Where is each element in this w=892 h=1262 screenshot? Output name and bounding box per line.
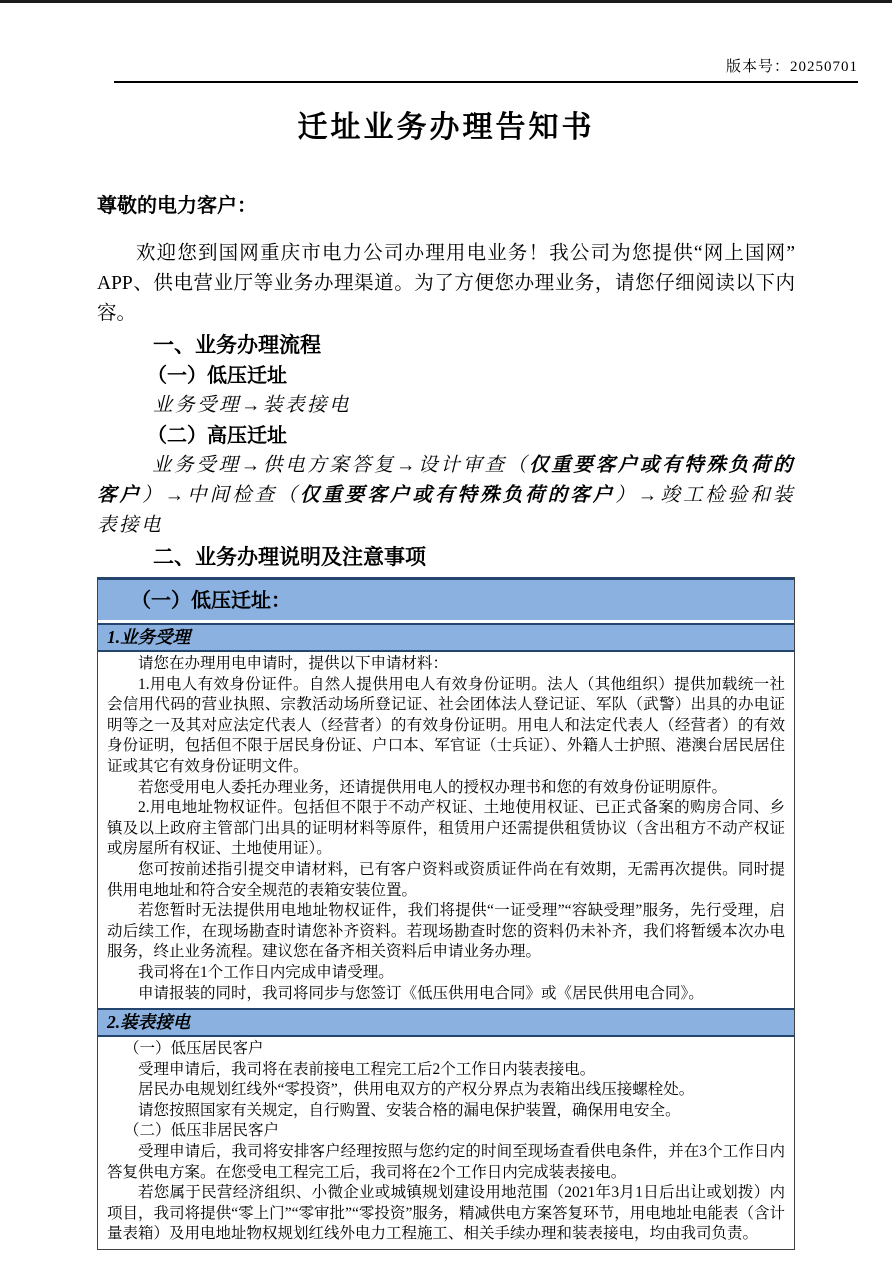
table-header-low-voltage: （一）低压迁址： xyxy=(98,577,794,623)
body-paragraph: 若您暂时无法提供用电地址物权证件，我们将提供“一证受理”“容缺受理”服务，先行受理，启动后续工作，在现场勘查时请您补齐资料。若现场勘查时您的资料仍未补齐，我们将暂缓本次办电服务，终止业务流程。建议您在备齐相关资料后申请业务办理。 xyxy=(107,902,785,961)
high-voltage-label: （二）高压迁址 xyxy=(147,425,287,447)
body-paragraph: 受理申请后，我司将在表前接电工程完工后2个工作日内装表接电。 xyxy=(138,1060,596,1078)
greeting-line: 尊敬的电力客户： xyxy=(97,195,257,217)
version-label: 版本号：20250701 xyxy=(725,59,858,75)
block-body-service-acceptance xyxy=(98,652,794,1008)
flow-segment: ）→竣工检验和装表接电 xyxy=(97,485,795,536)
body-paragraph: 受理申请后，我司将安排客户经理按照与您约定的时间至现场查看供电条件，并在3个工作日内答复供电方案。在您受电工程完工后，我司将在2个工作日内完成装表接电。 xyxy=(107,1143,785,1181)
block-header-meter-installation: 2.装表接电 xyxy=(98,1008,794,1037)
body-paragraph: （二）低压非居民客户 xyxy=(124,1122,280,1140)
body-paragraph: （一）低压居民客户 xyxy=(124,1040,264,1058)
body-paragraph: 申请报装的同时，我司将同步与您签订《低压供用电合同》或《居民供用电合同》。 xyxy=(138,984,704,1002)
body-paragraph: 请您按照国家有关规定，自行购置、安装合格的漏电保护装置，确保用电安全。 xyxy=(138,1101,681,1119)
body-paragraph: 若您属于民营经济组织、小微企业或城镇规划建设用地范围（2021年3月1日后出让或划拨）内项目，我司将提供“零上门”“零审批”“零投资”服务，精减供电方案答复环节，用电地址电能表（含计量表箱）及用电地址物权规划红线外电力工程施工、相关手续办理和装表接电，均由我司负责。 xyxy=(107,1184,785,1243)
flow-segment: 业务受理→供电方案答复→设计审查（ xyxy=(152,455,530,476)
body-paragraph: 若您受用电人委托办理业务，还请提供用电人的授权办理书和您的有效身份证明原件。 xyxy=(138,778,728,796)
body-paragraph: 您可按前述指引提交申请材料，已有客户资料或资质证件尚在有效期，无需再次提供。同时提供用电地址和符合安全规范的表箱安装位置。 xyxy=(107,860,785,899)
body-paragraph: 请您在办理用电申请时，提供以下申请材料： xyxy=(138,655,449,672)
body-paragraph: 我司将在1个工作日内完成申请受理。 xyxy=(138,963,394,981)
flow-bold-segment: 仅重要客户或有特殊负荷的客户 xyxy=(299,485,616,506)
page-top-edge-line xyxy=(0,0,892,3)
page-title: 迁址业务办理告知书 xyxy=(297,111,595,144)
low-voltage-label: （一）低压迁址 xyxy=(147,365,287,387)
body-paragraph: 2.用电地址物权证件。包括但不限于不动产权证、土地使用权证、已正式备案的购房合同、乡镇及以上政府主管部门出具的证明材料等原件，租赁用户还需提供租赁协议（含出租方不动产权证或房屋所有权证、土地使用证）。 xyxy=(107,799,785,858)
body-paragraph: 居民办电规划红线外“零投资”，供用电双方的产权分界点为表箱出线压接螺栓处。 xyxy=(138,1081,695,1099)
flow-segment: ）→中间检查（ xyxy=(142,485,300,506)
body-paragraph: 1.用电人有效身份证件。自然人提供用电人有效身份证明。法人（其他组织）提供加载统一社会信用代码的营业执照、宗教活动场所登记证、社会团体法人登记证、军队（武警）出具的办电证明等之一及其对应法定代表人（经营者）的有效身份证明。用电人和法定代表人（经营者）的有效身份证明，包括但不限于居民身份证、户口本、军官证（士兵证）、外籍人士护照、港澳台居民居住证或其它有效身份证明文件。 xyxy=(107,675,785,775)
block-header-service-acceptance: 1.业务受理 xyxy=(98,623,794,652)
notice-table xyxy=(97,577,795,1250)
intro-paragraph: 欢迎您到国网重庆市电力公司办理用电业务！我公司为您提供“网上国网”APP、供电营业厅等业务办理渠道。为了方便您办理业务，请您仔细阅读以下内容。 xyxy=(97,243,795,324)
section1-heading: 一、业务办理流程 xyxy=(153,334,321,357)
block-body-meter-installation xyxy=(98,1037,794,1249)
version-header xyxy=(114,55,858,83)
high-voltage-flow xyxy=(97,451,795,541)
low-voltage-flow: 业务受理→装表接电 xyxy=(153,395,352,416)
section2-heading: 二、业务办理说明及注意事项 xyxy=(153,546,426,569)
document-body xyxy=(97,193,795,1250)
flow-bold-segment: 仅重要客户或有特殊负荷的客户 xyxy=(97,455,795,506)
